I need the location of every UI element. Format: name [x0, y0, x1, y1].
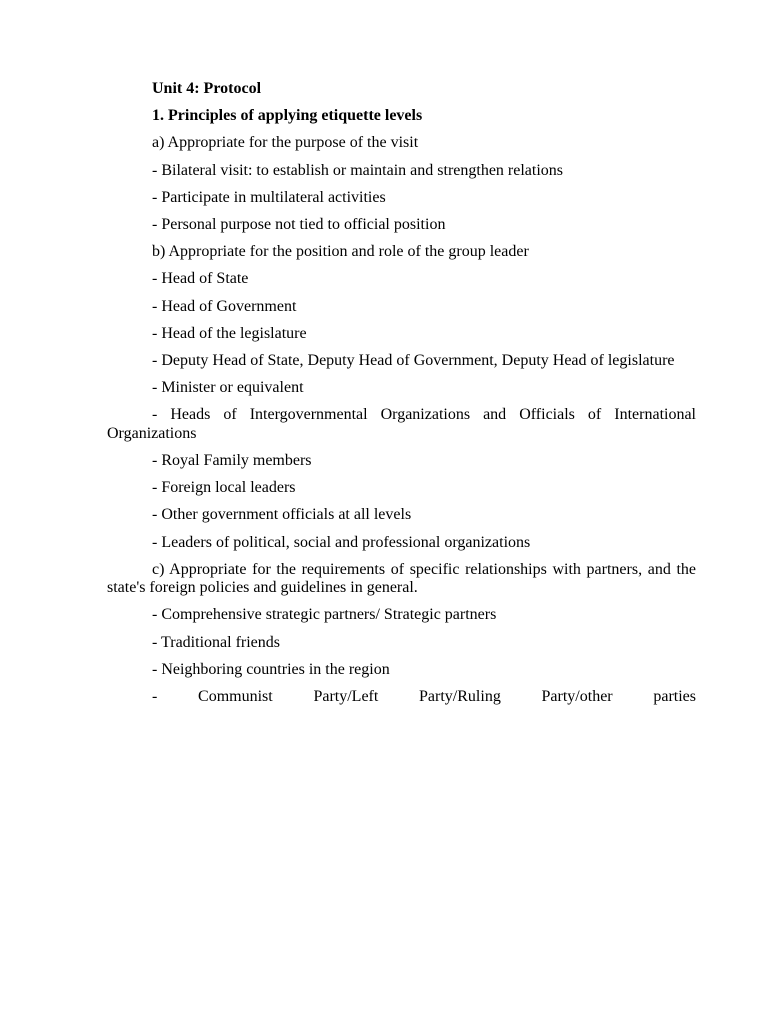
- list-item: - Other government officials at all levels: [152, 506, 412, 524]
- unit-title: Unit 4: Protocol: [152, 80, 262, 97]
- subsection-heading-c: c) Appropriate for the requirements of specific relationships with partners, and the state's foreign policies and guidelines in general.: [107, 560, 696, 597]
- list-item: - Leaders of political, social and professional organizations: [152, 533, 531, 551]
- list-item: - Head of the legislature: [152, 324, 307, 342]
- subsection-heading-b: b) Appropriate for the position and role of the group leader: [152, 243, 529, 261]
- list-item: - Minister or equivalent: [152, 379, 304, 397]
- list-item: - Head of State: [152, 270, 249, 288]
- list-item: - Bilateral visit: to establish or maintain and strengthen relations: [152, 161, 564, 179]
- section-title: 1. Principles of applying etiquette levels: [152, 107, 423, 125]
- list-item: - Royal Family members: [152, 452, 312, 470]
- list-item: - Head of Government: [152, 297, 297, 315]
- list-item: - Deputy Head of State, Deputy Head of Government, Deputy Head of legislature: [152, 352, 675, 370]
- list-item: - Participate in multilateral activities: [152, 188, 386, 206]
- document-page: [107, 80, 696, 715]
- list-item: - Communist Party/Left Party/Ruling Party/other parties: [152, 688, 696, 706]
- list-item: - Heads of Intergovernmental Organizations and Officials of International Organizations: [107, 406, 696, 442]
- list-item: - Foreign local leaders: [152, 479, 296, 497]
- list-item: - Traditional friends: [152, 633, 280, 651]
- list-item: - Neighboring countries in the region: [152, 660, 390, 678]
- subsection-heading-a: a) Appropriate for the purpose of the visit: [152, 134, 419, 152]
- list-item: - Comprehensive strategic partners/ Strategic partners: [152, 606, 497, 624]
- list-item: - Personal purpose not tied to official position: [152, 216, 446, 234]
